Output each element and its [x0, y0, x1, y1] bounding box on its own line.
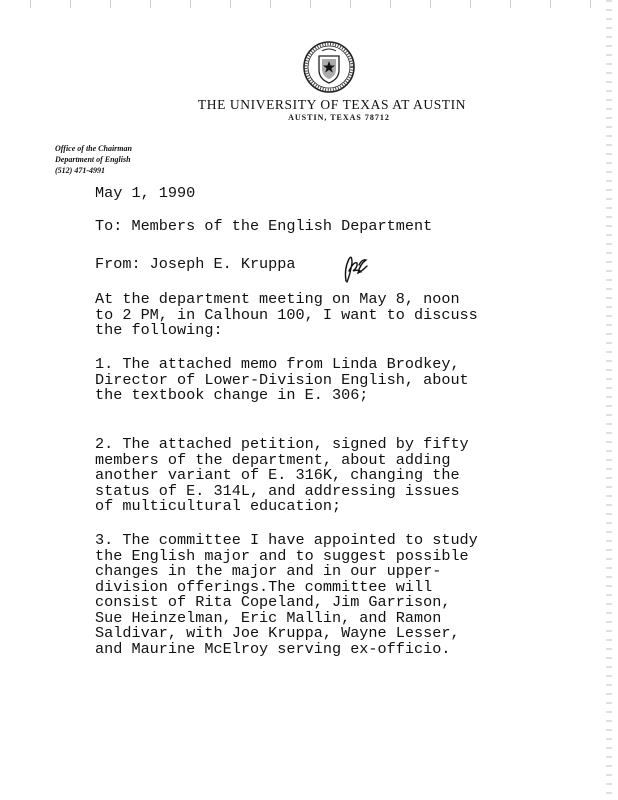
university-address: AUSTIN, TEXAS 78712	[288, 113, 390, 122]
office-title: Office of the Chairman	[55, 144, 132, 153]
office-department: Department of English	[55, 155, 131, 164]
university-seal-icon	[302, 40, 356, 94]
agenda-item-1	[95, 357, 469, 404]
intro-line: At the department meeting on May 8, noon	[95, 290, 460, 308]
item3-line: division offerings.The committee will	[95, 577, 433, 596]
item2-line: members of the department, about adding	[95, 450, 451, 469]
item3-line: Saldivar, with Joe Kruppa, Wayne Lesser,	[95, 624, 460, 642]
memo-from: From: Joseph E. Kruppa	[95, 255, 296, 273]
item3-line: consist of Rita Copeland, Jim Garrison,	[95, 593, 451, 611]
item3-line: 3. The committee I have appointed to study	[95, 531, 478, 549]
item2-line: status of E. 314L, and addressing issues	[95, 481, 460, 500]
item2-line: another variant of E. 316K, changing the	[95, 466, 460, 484]
item3-line: Sue Heinzelman, Eric Mallin, and Ramon	[95, 608, 442, 627]
initials-signature	[340, 251, 370, 285]
item1-line: 1. The attached memo from Linda Brodkey,	[95, 355, 460, 373]
intro-line: the following:	[95, 321, 223, 339]
memo-to: To: Members of the English Department	[95, 217, 433, 235]
item1-line: Director of Lower-Division English, about	[95, 370, 469, 389]
item3-line: changes in the major and in our upper-	[95, 562, 442, 580]
item3-line: and Maurine McElroy serving ex-officio.	[95, 639, 451, 658]
office-phone: (512) 471-4991	[55, 166, 105, 175]
university-name: THE UNIVERSITY OF TEXAS AT AUSTIN	[197, 97, 467, 112]
scan-edge-top	[30, 0, 610, 8]
memo-date: May 1, 1990	[95, 184, 196, 202]
item2-line: of multicultural education;	[95, 497, 342, 515]
intro-line: to 2 PM, in Calhoun 100, I want to discuss	[95, 305, 478, 324]
office-block	[55, 143, 132, 176]
intro-paragraph	[95, 292, 478, 339]
item3-line: the English major and to suggest possible	[95, 546, 469, 565]
agenda-item-2	[95, 437, 469, 515]
agenda-item-3	[95, 533, 478, 657]
item2-line: 2. The attached petition, signed by fifty	[95, 435, 469, 453]
item1-line: the textbook change in E. 306;	[95, 386, 369, 404]
